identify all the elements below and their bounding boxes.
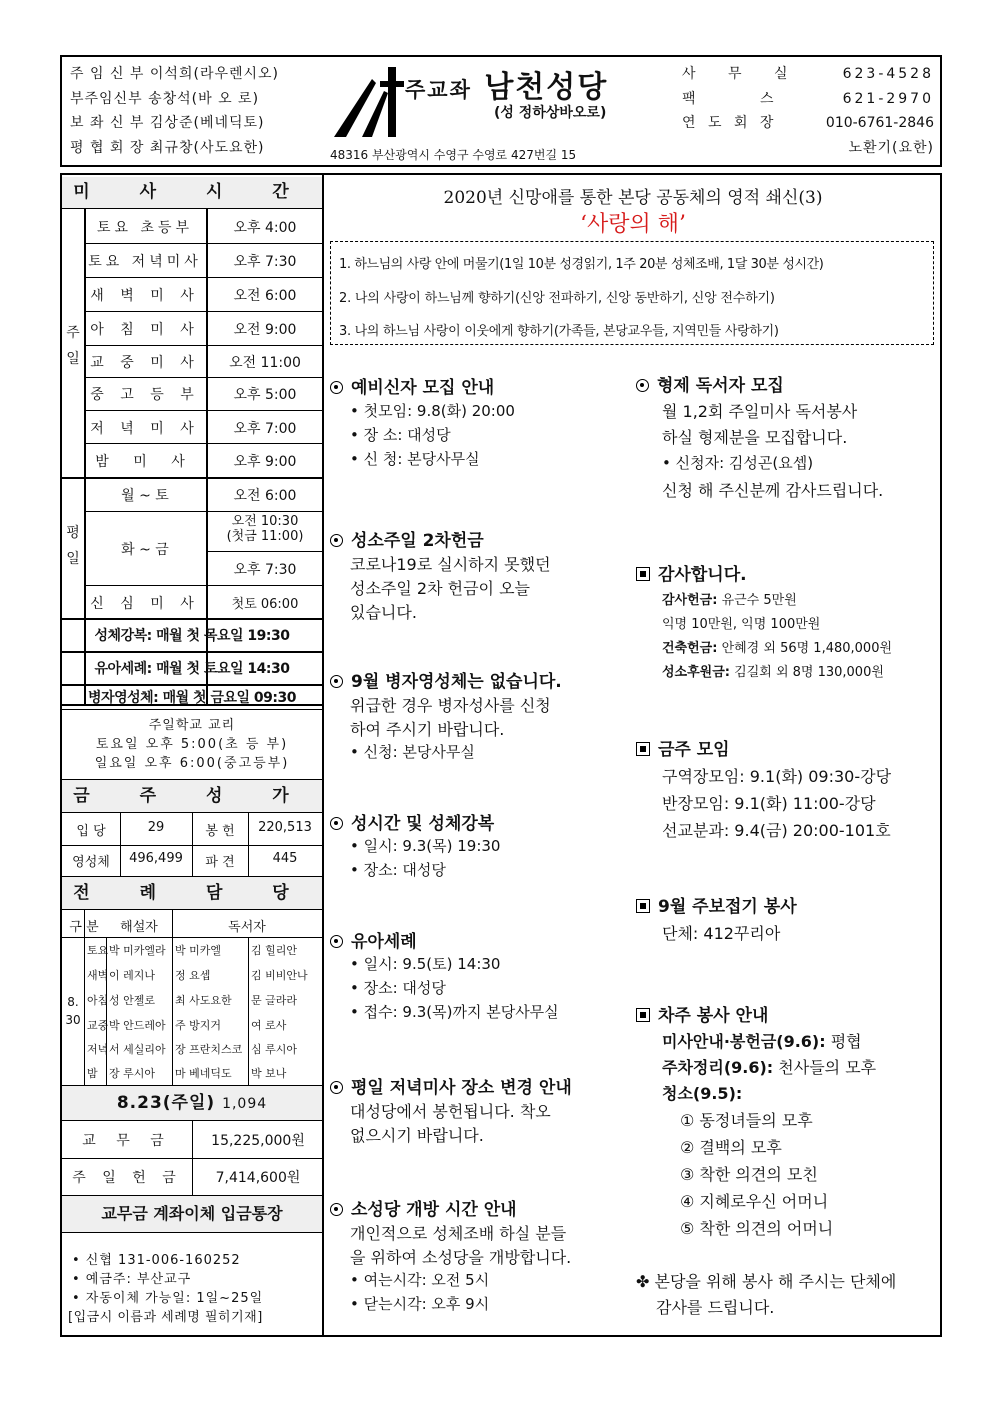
liturgy-commentator: 박 미카엘라 [109,944,166,957]
mass-name: 아 침 미 사 [90,322,200,338]
square-bullet-icon [636,742,650,756]
mass-name: 중 고 등 부 [90,387,200,403]
liturgy-reader: 박 미카엘 [175,944,222,957]
notice-line: 위급한 경우 병자성사를 신청 [350,696,551,715]
liturgy-commentator: 이 레지나 [109,969,156,982]
mass-time: 오전 6:00 [233,488,297,504]
notice-title: 평일 저녁미사 장소 변경 안내 [330,1073,572,1098]
notice-line: 반장모임: 9.1(화) 11:00-강당 [662,794,876,813]
theme-title: 2020년 신망애를 통한 본당 공동체의 영적 쇄신(3) [443,188,823,208]
target-bullet-icon [330,1203,343,1216]
liturgy-reader: 최 사도요한 [175,994,232,1007]
theme-point: 3. 나의 하느님 사랑이 이웃에게 향하기(가족들, 본당교우들, 지역민들 사랑하기) [339,324,779,339]
notice-title: 유아세례 [330,927,417,952]
finance-label: 교 무 금 [82,1133,172,1149]
mass-time: 오후 7:30 [233,254,297,270]
thanks-line: 감사헌금: 유근수 5만원 [662,593,797,608]
church-name: 주교좌 남천성당 [405,70,609,105]
infant-baptism-schedule: 유아세례: 매월 첫 토요일 14:30 [94,661,290,677]
left-column [62,175,324,1335]
notice-title: 형제 독서자 모집 [636,371,784,396]
clergy-row: 보 좌 신 부 김상준(베네딕토) [70,115,265,131]
liturgy-head: 독서자 [228,920,266,935]
cleaning-group: ⑤ 착한 의견의 어머니 [680,1219,834,1238]
liturgy-commentator: 서 세실리아 [109,1043,166,1056]
notice-line: • 신청: 본당사무실 [350,743,475,761]
thanks-line: 성소후원금: 김길회 외 8명 130,000원 [662,665,884,680]
finance-value: 7,414,600원 [215,1170,301,1186]
target-bullet-icon [330,935,343,948]
notice-line: • 장 소: 대성당 [350,426,451,444]
hymn-number: 496,499 [129,851,183,866]
notice-title: 소성당 개방 시간 안내 [330,1195,517,1220]
cleaning-group: ② 결백의 모후 [680,1138,782,1157]
liturgy-mass: 교중 [87,1019,109,1032]
church-logo-icon [332,61,408,141]
notice-line: • 첫모임: 9.8(화) 20:00 [350,402,515,420]
hymn-label: 봉 헌 [205,824,235,839]
church-patron: (성 정하상바오로) [494,105,607,121]
clergy-row: 부주임신부 송창석(바 오 로) [70,91,260,107]
mass-times-title: 미 사 시 간 [62,177,322,209]
notice-line: 성소주일 2차 헌금이 오늘 [350,579,530,598]
notice-line: • 접수: 9.3(목)까지 본당사무실 [350,1003,559,1021]
service-line: 청소(9.5): [662,1084,743,1103]
target-bullet-icon [330,534,343,547]
square-bullet-icon [636,567,650,581]
notice-line: 있습니다. [350,603,417,622]
thanks-line: 익명 10만원, 익명 100만원 [662,617,821,632]
church-address: 48316 부산광역시 수영구 수영로 427번길 15 [330,148,577,162]
notice-title: 9월 병자영성체는 없습니다. [330,667,562,692]
liturgy-reader: 장 프란치스코 [175,1043,243,1056]
closing-note: ✤ 본당을 위해 봉사 해 주시는 단체에 [636,1272,897,1291]
notice-line: • 장소: 대성당 [350,861,446,879]
mass-time: 오전 6:00 [233,288,297,304]
bulletin-header [60,55,942,167]
notice-line: • 일시: 9.3(목) 19:30 [350,837,501,855]
finance-date-row: 8.23(주일) 1,094 [62,1085,322,1121]
notice-title: 성시간 및 성체강복 [330,809,494,834]
hymn-number: 29 [147,820,165,835]
account-line: • 신협 131-006-160252 [72,1253,241,1268]
mass-time: 오후 9:00 [233,454,297,470]
clergy-row: 평 협 회 장 최규창(사도요한) [70,140,265,156]
theme-point: 2. 나의 사랑이 하느님께 향하기(신앙 전파하기, 신앙 동반하기, 신앙 전수하기) [339,291,775,306]
mass-name: 화 ~ 금 [121,542,169,558]
cleaning-group: ① 동정녀들의 모후 [680,1111,813,1130]
service-line: 미사안내·봉헌금(9.6): 평협 [662,1032,862,1051]
mass-name: 토요 저녁미사 [88,254,202,270]
clergy-row: 주 임 신 부 이석희(라우렌시오) [70,66,280,82]
target-bullet-icon [330,675,343,688]
notice-line: • 일시: 9.5(토) 14:30 [350,955,501,973]
notice-title: 성소주일 2차헌금 [330,526,484,551]
liturgy-reader: 주 방지거 [175,1019,222,1032]
weekday-label: 평 일 [66,525,80,567]
notice-line: • 여는시각: 오전 5시 [350,1271,490,1289]
liturgy-mass: 밤 [87,1067,98,1080]
mass-name: 교 중 미 사 [90,355,200,371]
cleaning-group: ④ 지혜로우신 어머니 [680,1192,829,1211]
cleaning-group: ③ 착한 의견의 모친 [680,1165,818,1184]
notice-line: 신청 해 주신분께 감사드립니다. [662,481,884,500]
liturgy-head: 구 분 [69,920,99,935]
sunday-school-line: 일요일 오후 6:00(중고등부) [94,756,290,771]
hymn-label: 입 당 [76,824,106,839]
mass-name: 새 벽 미 사 [90,288,200,304]
sick-communion-schedule: 병자영성체: 매월 첫 금요일 09:30 [88,690,296,706]
sunday-school-line: 토요일 오후 5:00(초 등 부) [95,737,289,752]
notice-line: 하실 형제분을 모집합니다. [662,428,848,447]
notice-line: 대성당에서 봉헌됩니다. 착오 [350,1102,551,1121]
contact-row: 팩 스 621-2970 [682,91,934,107]
liturgy-title: 전 례 담 당 [62,876,322,910]
notice-line: 을 위하여 소성당을 개방합니다. [350,1248,572,1267]
notice-line: • 닫는시각: 오후 9시 [350,1295,490,1313]
liturgy-reader: 박 보나 [251,1067,287,1080]
liturgy-head: 해설자 [120,920,158,935]
target-bullet-icon [330,817,343,830]
hymn-number: 445 [272,851,298,866]
mass-time: 오전 11:00 [229,355,301,371]
notice-line: 선교분과: 9.4(금) 20:00-101호 [662,821,891,840]
liturgy-reader: 문 글라라 [251,994,298,1007]
liturgy-commentator: 장 루시아 [109,1067,156,1080]
theme-points-box [330,241,934,345]
hymn-label: 영성체 [72,855,110,870]
finance-label: 주 일 헌 금 [72,1170,182,1186]
liturgy-commentator: 성 안젤로 [109,994,156,1007]
theme-subtitle: ‘사랑의 해’ [580,212,686,237]
liturgy-mass: 토요 [87,944,109,957]
mass-time: 오전 9:00 [233,322,297,338]
notice-line: 단체: 412꾸리아 [662,924,781,943]
notice-line: 구역장모임: 9.1(화) 09:30-강당 [662,767,892,786]
mass-time: 오후 4:00 [233,220,297,236]
mass-time: 오후 5:00 [233,387,297,403]
account-title: 교무금 계좌이체 입금통장 [62,1195,322,1233]
notice-title: 금주 모임 [636,735,730,760]
mass-time-note: (첫금 11:00) [226,529,304,544]
liturgy-mass: 아침 [87,994,109,1007]
liturgy-reader: 마 베네딕도 [175,1067,232,1080]
mass-name: 토요 초등부 [96,220,194,236]
bulletin-body [60,173,942,1337]
closing-note: 감사를 드립니다. [656,1298,775,1317]
mass-time: 오전 10:30 [231,514,299,529]
mass-name: 월 ~ 토 [121,488,169,504]
liturgy-reader: 심 루시아 [251,1043,298,1056]
finance-value: 15,225,000원 [211,1133,305,1149]
account-line: • 자동이체 가능일: 1일~25일 [72,1291,264,1306]
theme-point: 1. 하느님의 사랑 안에 머물기(1일 10분 성경읽기, 1주 20분 성체조배, 1달 30분 성시간) [339,257,824,272]
notice-title: 감사합니다. [636,560,747,585]
liturgy-commentator: 박 안드레아 [109,1019,166,1032]
service-line: 주차정리(9.6): 천사들의 모후 [662,1058,877,1077]
mass-time: 오후 7:00 [233,421,297,437]
square-bullet-icon [636,1008,650,1022]
target-bullet-icon [330,1081,343,1094]
target-bullet-icon [636,379,649,392]
mass-time: 첫토 06:00 [231,597,299,612]
account-note: [입금시 이름과 세례명 필히기재] [68,1310,263,1325]
liturgy-reader: 김 힐리안 [251,944,298,957]
notice-title: 9월 주보접기 봉사 [636,892,797,917]
adoration-schedule: 성체강복: 매월 첫 목요일 19:30 [94,628,290,644]
target-bullet-icon [330,381,343,394]
notice-line: 하여 주시기 바랍니다. [350,720,505,739]
liturgy-reader: 김 비비안나 [251,969,308,982]
liturgy-reader: 여 로사 [251,1019,287,1032]
mass-time: 오후 7:30 [233,562,297,578]
contact-row: 사 무 실 623-4528 [682,66,934,82]
square-bullet-icon [636,899,650,913]
notice-line: 월 1,2회 주일미사 독서봉사 [662,402,858,421]
hymn-number: 220,513 [258,820,312,835]
contact-row: 연 도 회 장 010-6761-2846 [682,115,934,131]
mass-name: 신 심 미 사 [90,596,200,612]
president-name: 노환기(요한) [848,140,934,156]
liturgy-date: 8. 30 [65,995,81,1027]
account-line: • 예금주: 부산교구 [72,1272,192,1287]
notice-line: 없으시기 바랍니다. [350,1126,484,1145]
liturgy-reader: 정 요셉 [175,969,211,982]
sunday-school-title: 주일학교 교리 [148,718,236,733]
mass-name: 밤 미 사 [95,454,195,470]
notice-line: • 신 청: 본당사무실 [350,450,480,468]
liturgy-mass: 새벽 [87,969,109,982]
notice-line: • 장소: 대성당 [350,979,446,997]
hymns-title: 금 주 성 가 [62,779,322,813]
liturgy-mass: 저녁 [87,1043,109,1056]
hymn-label: 파 견 [205,855,235,870]
notice-line: 코로나19로 실시하지 못했던 [350,555,551,574]
notice-line: • 신청자: 김성곤(요셉) [662,454,814,472]
notice-line: 개인적으로 성체조배 하실 분들 [350,1224,567,1243]
mass-name: 저 녁 미 사 [90,421,200,437]
sunday-label: 주 일 [66,325,80,367]
notice-title: 예비신자 모집 안내 [330,373,494,398]
notice-title: 차주 봉사 안내 [636,1001,768,1026]
thanks-line: 건축헌금: 안혜경 외 56명 1,480,000원 [662,641,893,656]
